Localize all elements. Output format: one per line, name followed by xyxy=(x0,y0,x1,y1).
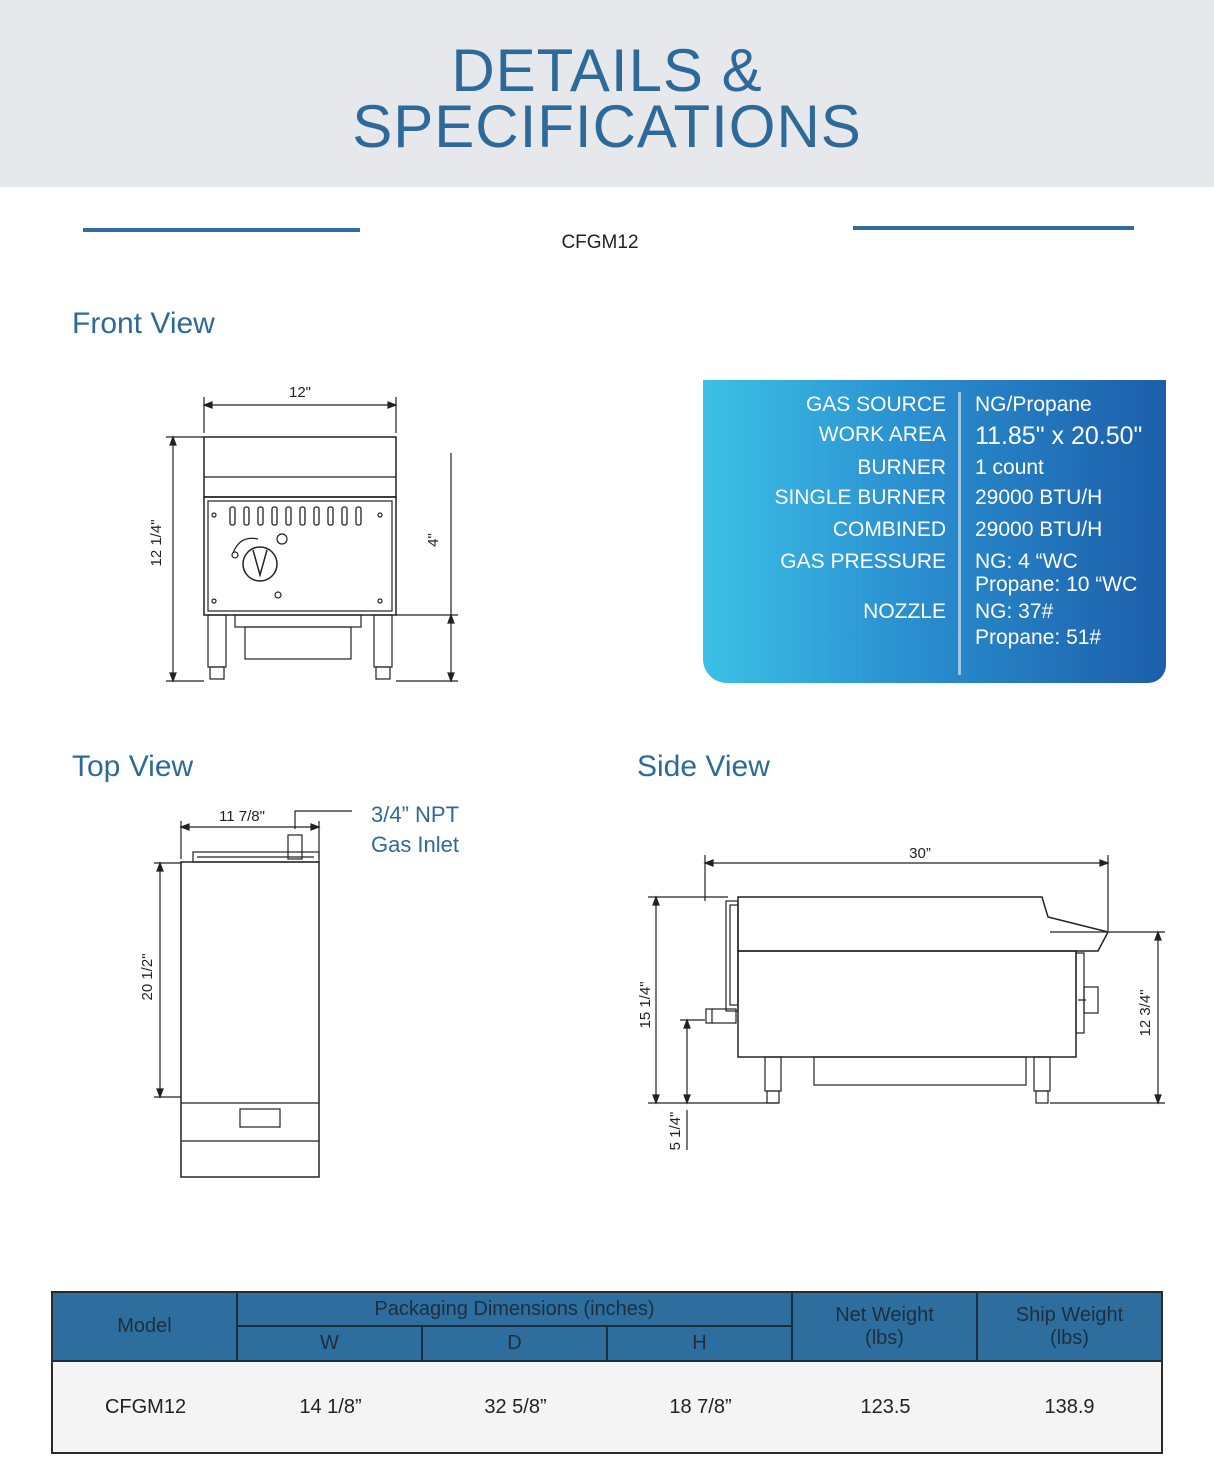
side-view-drawing xyxy=(630,835,1180,1155)
spec-value-gas-pressure-ng: NG: 4 “WC xyxy=(975,550,1078,573)
header-ship-weight-line2: (lbs) xyxy=(1050,1326,1089,1349)
spec-value-gas-pressure-propane: Propane: 10 “WC xyxy=(975,573,1138,596)
header-net-weight xyxy=(793,1293,978,1360)
cell-w: 14 1/8” xyxy=(238,1362,423,1452)
spec-divider xyxy=(958,392,961,675)
spec-label-nozzle: NOZZLE xyxy=(863,600,946,623)
front-leg-label: 4" xyxy=(425,533,442,547)
top-width-label: 11 7/8" xyxy=(219,808,265,825)
header-ship-weight-line1: Ship Weight xyxy=(1015,1303,1124,1326)
side-leg-label: 5 1/4" xyxy=(667,1111,684,1151)
header-ship-weight xyxy=(978,1293,1161,1360)
spec-value-gas-source: NG/Propane xyxy=(975,393,1092,416)
spec-value-nozzle-ng: NG: 37# xyxy=(975,600,1054,623)
cell-ship-weight: 138.9 xyxy=(978,1362,1161,1452)
gas-inlet-line2: Gas Inlet xyxy=(370,832,460,857)
model-code: CFGM12 xyxy=(561,232,639,253)
front-view-drawing xyxy=(140,375,480,695)
spec-value-burner: 1 count xyxy=(975,456,1044,479)
divider-right xyxy=(853,226,1134,230)
page-title-line2: SPECIFICATIONS xyxy=(352,93,862,160)
top-view-title: Top View xyxy=(72,750,194,783)
front-height-label: 12 1/4" xyxy=(148,519,165,567)
side-back-height-label: 15 1/4" xyxy=(637,981,654,1029)
spec-label-gas-pressure: GAS PRESSURE xyxy=(780,550,946,573)
divider-left xyxy=(83,228,360,232)
header-h: H xyxy=(608,1327,793,1360)
side-front-height-label: 12 3/4" xyxy=(1137,989,1154,1037)
header-model: Model xyxy=(53,1293,238,1360)
header-net-weight-line1: Net Weight xyxy=(835,1303,934,1326)
spec-label-single-burner: SINGLE BURNER xyxy=(774,486,946,509)
cell-h: 18 7/8” xyxy=(608,1362,793,1452)
cell-d: 32 5/8” xyxy=(423,1362,608,1452)
gas-inlet-label xyxy=(350,800,480,860)
header-packaging-dimensions: Packaging Dimensions (inches) xyxy=(238,1293,793,1327)
spec-value-nozzle-propane: Propane: 51# xyxy=(975,626,1102,649)
front-width-label: 12" xyxy=(288,384,312,401)
spec-panel xyxy=(703,380,1166,683)
spec-label-combined: COMBINED xyxy=(832,518,946,541)
spec-value-work-area: 11.85" x 20.50" xyxy=(975,422,1143,450)
header-net-weight-line2: (lbs) xyxy=(865,1326,904,1349)
spec-label-work-area: WORK AREA xyxy=(818,423,946,446)
side-depth-label: 30” xyxy=(909,845,931,862)
spec-label-burner: BURNER xyxy=(857,456,946,479)
page-header xyxy=(0,0,1214,187)
header-d: D xyxy=(423,1327,608,1360)
packaging-table xyxy=(51,1291,1163,1454)
header-w: W xyxy=(238,1327,423,1360)
cell-net-weight: 123.5 xyxy=(793,1362,978,1452)
gas-inlet-line1: 3/4” NPT xyxy=(370,802,460,827)
spec-value-single-burner: 29000 BTU/H xyxy=(975,486,1103,509)
side-view-title: Side View xyxy=(637,750,770,783)
spec-value-combined: 29000 BTU/H xyxy=(975,518,1103,541)
cell-model: CFGM12 xyxy=(53,1362,238,1452)
page-title-line1: DETAILS & xyxy=(451,37,763,104)
front-view-title: Front View xyxy=(72,307,215,340)
spec-label-gas-source: GAS SOURCE xyxy=(805,393,946,416)
top-depth-label: 20 1/2" xyxy=(139,953,156,1001)
